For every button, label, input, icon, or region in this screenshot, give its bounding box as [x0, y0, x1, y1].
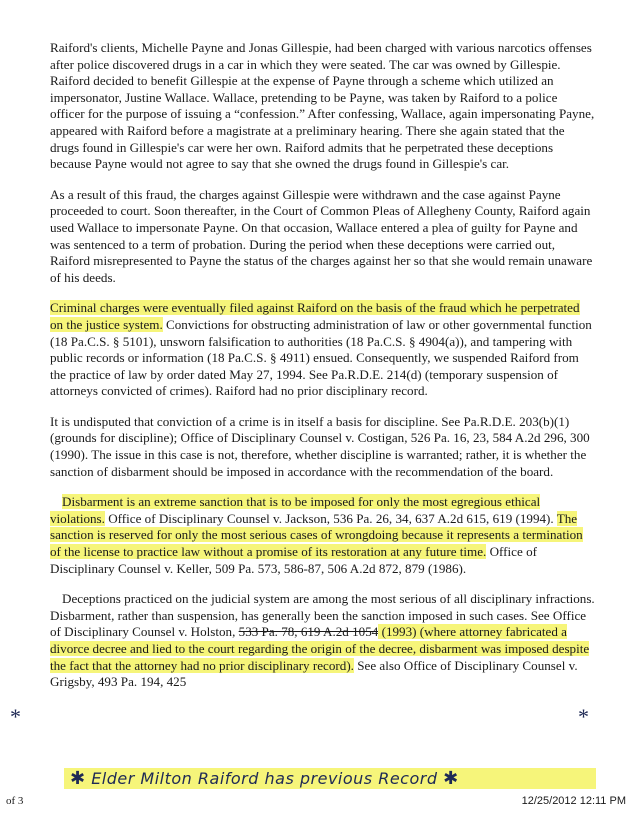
paragraph-5-citation-end: Office of Disciplinary Counsel v. Keller, 509 Pa. 573, 586-87, 506 A.2d 872, 879 (1986). [50, 544, 537, 576]
paragraph-discipline-basis [50, 414, 595, 480]
paragraph-3-text: Convictions for obstructing administration of law or other governmental function (18 Pa.C.S. § 5101), unsworn falsification to authorities (18 Pa.C.S. § 4904(a)), and tampering with public records or information (18 Pa.C.S. § 4911) ensued. Consequently, we suspended Raiford from the practice of law by order dated May 27, 1994. See Pa.R.D.E. 214(d) (temporary suspension of attorneys convicted of crimes). Raiford had no prior disciplinary record. [50, 316, 592, 399]
handwritten-note [64, 768, 596, 789]
page-number: of 3 [6, 795, 24, 807]
document-body [50, 40, 595, 705]
paragraph-deceptions [50, 591, 595, 691]
paragraph-5-citation: Office of Disciplinary Counsel v. Jackson, 536 Pa. 26, 34, 637 A.2d 615, 619 (1994). [104, 510, 557, 526]
asterisk-annotation-right: * [578, 704, 589, 729]
asterisk-annotation-left: * [10, 704, 21, 729]
paragraph-2-text: As a result of this fraud, the charges against Gillespie were withdrawn and the case against Payne proceeded to court. Soon thereafter, in the Court of Common Pleas of Allegheny County, Raiford again used Wallace to impersonate Payne. On that occasion, Wallace entered a plea of guilty for Payne and was sentenced to a term of probation. During the period when these deceptions were carried out, Raiford misrepresented to Payne the status of the charges against her so that she would remain unaware of his deeds. [50, 186, 593, 285]
paragraph-1-text: Raiford's clients, Michelle Payne and Jonas Gillespie, had been charged with various narcotics offenses after police discovered drugs in a car in which they were seated. The car was owned by Gillespie. Raiford decided to benefit Gillespie at the expense of Payne through a scheme which utilized an impersonator, Justine Wallace. Wallace, pretending to be Payne, was taken by Raiford to a police officer for the purpose of issuing a “confession.” After confessing, Wallace, again impersonating Payne, appeared with Raiford before a magistrate at a preliminary hearing. There she again stated that the drugs found in Gillespie's car were her own. Raiford admits that he perpetrated these deceptions because Payne would not agree to say that she owned the drugs found in Gillespie's car. [50, 40, 595, 172]
highlighted-text: The sanction is reserved for only the most serious cases of wrongdoing because it represents a termination of the license to practice law without a promise of its restoration at any future time. [50, 510, 583, 560]
struck-citation: 533 Pa. 78, 619 A.2d 1054 [238, 624, 379, 640]
paragraph-fraud-result [50, 187, 595, 287]
paragraph-disbarment [50, 494, 595, 577]
highlighted-text: (1993) (where attorney fabricated a divorce decree and lied to the court regarding the origin of the decree, disbarment was imposed despite the fact that the attorney had no prior disciplinary record). [50, 624, 590, 673]
handwritten-note-text: Elder Milton Raiford has previous Record [91, 769, 438, 788]
print-timestamp: 12/25/2012 12:11 PM [521, 795, 626, 807]
star-icon: ✱ [443, 768, 459, 789]
star-icon: ✱ [70, 768, 86, 789]
paragraph-criminal-charges [50, 300, 595, 400]
paragraph-6-citation-end: See also Office of Disciplinary Counsel v. Grigsby, 493 Pa. 194, 425 [50, 657, 578, 690]
highlighted-text: Disbarment is an extreme sanction that is to be imposed for only the most egregious ethical violations. [50, 494, 541, 526]
paragraph-4-text: It is undisputed that conviction of a crime is in itself a basis for discipline. See Pa.R.D.E. 203(b)(1) (grounds for discipline); Office of Disciplinary Counsel v. Costigan, 526 Pa. 16, 23, 584 A.2d 296, 300 (1990). The issue in this case is not, therefore, whether discipline is warranted; rather, it is whether the sanction of disbarment should be imposed in accordance with the recommendation of the board. [50, 413, 590, 479]
highlighted-text: Criminal charges were eventually filed against Raiford on the basis of the fraud which he perpetrated on the justice system. [50, 300, 580, 332]
paragraph-background [50, 40, 595, 173]
paragraph-6-text: Deceptions practiced on the judicial system are among the most serious of all disciplinary infractions. Disbarment, rather than suspension, has generally been the sanction imposed in such cases. See Office of Disciplinary Counsel v. Holston, [50, 591, 595, 640]
